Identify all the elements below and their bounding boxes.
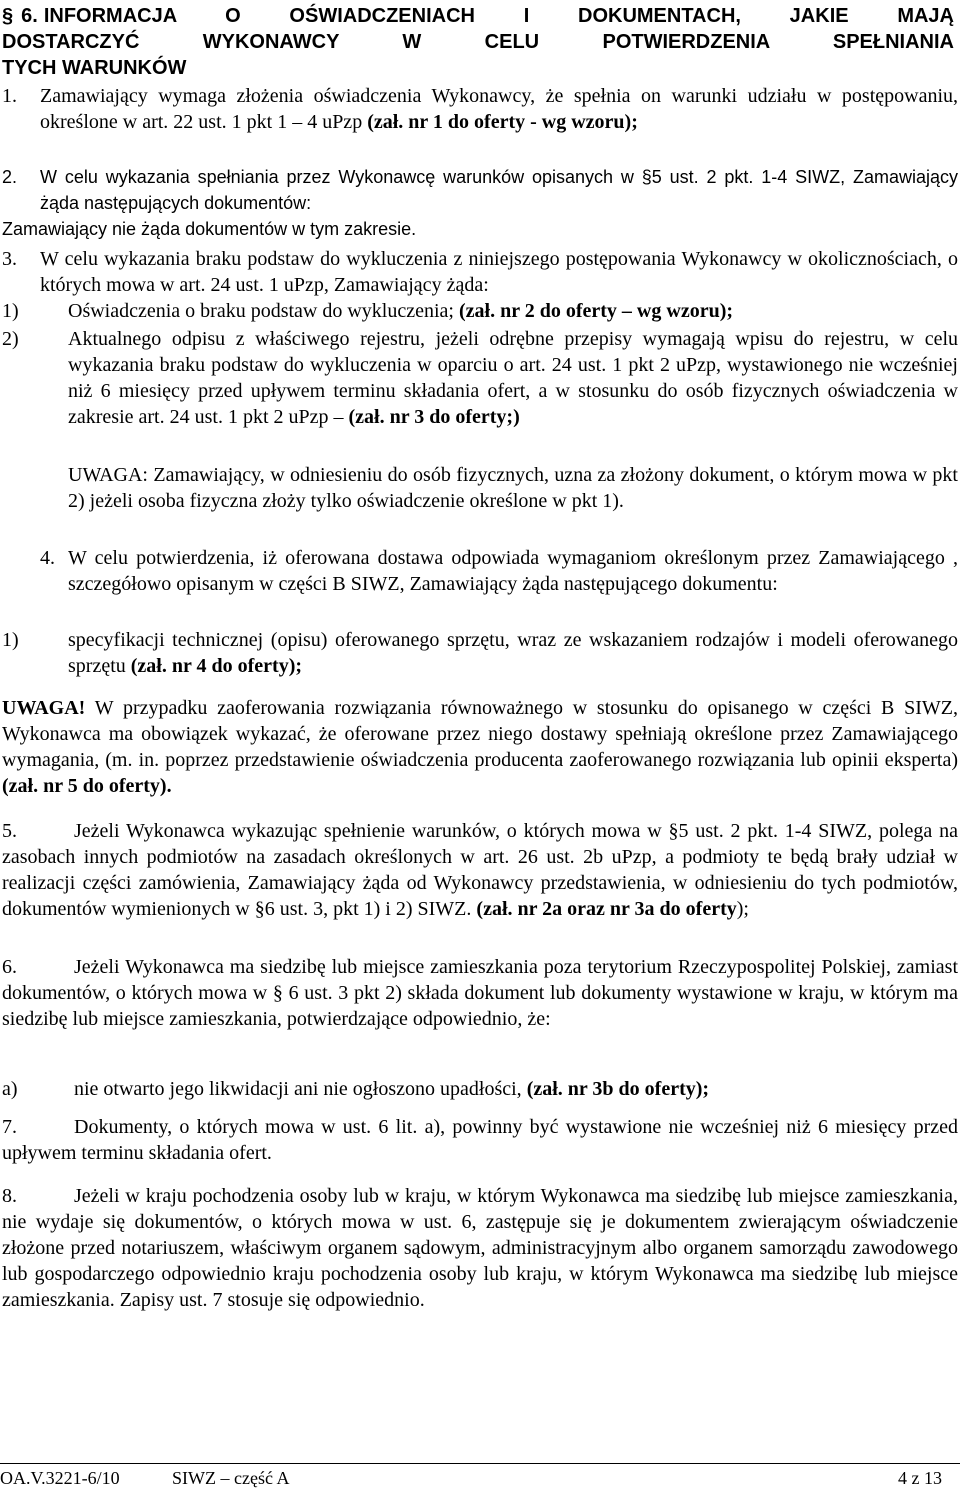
paragraph-5-number: 5. xyxy=(2,820,17,842)
paragraph-6-number: 6. xyxy=(2,956,17,978)
paragraph-6 xyxy=(2,954,958,1032)
paragraph-5-attachment: (zał. nr 2a oraz nr 3a do oferty xyxy=(476,898,737,920)
section-number: 6. xyxy=(21,5,38,27)
paragraph-2-number: 2. xyxy=(2,167,18,187)
paragraph-3 xyxy=(2,246,958,298)
warning-text: W przypadku zaoferowania rozwiązania równoważnego w stosunku do opisanego w części B SIWZ, Wykonawca ma obowiązek wykazać, że oferowane przez niego dostawy spełniają określone przez Zamawiającego wymagania, (m. in. poprzez przedstawienie oświadczenia producenta zaoferowanego rozwiązania lub opinii eksperta) xyxy=(2,697,958,771)
paragraph-3-item-1-number: 1) xyxy=(2,300,19,322)
paragraph-4-item-1 xyxy=(2,627,958,679)
section-heading xyxy=(2,3,954,81)
footer-reference: OA.V.3221-6/10 xyxy=(0,1468,120,1488)
paragraph-3-item-2 xyxy=(2,326,958,430)
paragraph-7-text: Dokumenty, o których mowa w ust. 6 lit. a), powinny być wystawione nie wcześniej niż 6 miesięcy przed upływem terminu składania ofert. xyxy=(2,1116,958,1164)
paragraph-2-line-2: Zamawiający nie żąda dokumentów w tym zakresie. xyxy=(2,219,417,239)
paragraph-8 xyxy=(2,1183,958,1313)
paragraph-5 xyxy=(2,818,958,922)
paragraph-4-number: 4. xyxy=(40,547,55,569)
paragraph-3-text: W celu wykazania braku podstaw do wykluczenia z niniejszego postępowania Wykonawcy w okolicznościach, o których mowa w art. 24 ust. 1 uPzp, Zamawiający żąda: xyxy=(40,248,958,296)
paragraph-1-attachment: (zał. nr 1 do oferty - wg wzoru); xyxy=(367,111,638,133)
footer-document: SIWZ – część A xyxy=(172,1468,290,1488)
heading-line-2: DOSTARCZYĆ WYKONAWCY W CELU POTWIERDZENIA SPEŁNIANIA xyxy=(2,31,954,53)
paragraph-3-item-1 xyxy=(2,298,958,324)
paragraph-8-text: Jeżeli w kraju pochodzenia osoby lub w kraju, w którym Wykonawca ma siedzibę lub miejsce zamieszkania, nie wydaje się dokumentów, o których mowa w ust. 6, zastępuje się je dokumentem zwierającym oświadczenie złożone przed notariuszem, właściwym organem sądowym, administracyjnym albo organem samorządu zawodowego lub gospodarczego odpowiednio kraju pochodzenia osoby lub kraju, w którym Wykonawca ma siedzibę lub miejsce zamieszkania. Zapisy ust. 7 stosuje się odpowiednio. xyxy=(2,1185,958,1311)
paragraph-1-number: 1. xyxy=(2,85,17,107)
paragraph-5-text: Jeżeli Wykonawca wykazując spełnienie warunków, o których mowa w §5 ust. 2 pkt. 1-4 SIWZ, polega na zasobach innych podmiotów na zasadach określonych w art. 26 ust. 2b uPzp, a podmioty te będą brały udział w realizacji części zamówienia, Zamawiający żąda od Wykonawcy przedstawienia, w odniesieniu do tych podmiotów, dokumentów wymienionych w §6 ust. 3, pkt 1) i 2) SIWZ. xyxy=(2,820,958,920)
paragraph-3-item-2-number: 2) xyxy=(2,328,19,350)
paragraph-6-item-a-letter: a) xyxy=(2,1078,18,1100)
warning-label: UWAGA! xyxy=(2,697,86,719)
paragraph-4 xyxy=(2,545,958,597)
section-symbol: § xyxy=(2,5,14,27)
paragraph-4-item-1-attachment: (zał. nr 4 do oferty); xyxy=(130,655,303,677)
paragraph-6-text: Jeżeli Wykonawca ma siedzibę lub miejsce zamieszkania poza terytorium Rzeczypospolitej Polskiej, zamiast dokumentów, o których mowa w § 6 ust. 3 pkt 2) składa dokument lub dokumenty wystawione w kraju, w którym ma siedzibę lub miejsce zamieszkania, potwierdzające odpowiednio, że: xyxy=(2,956,958,1030)
paragraph-2 xyxy=(2,164,958,242)
heading-line-1: INFORMACJA O OŚWIADCZENIACH I DOKUMENTACH, JAKIE MAJĄ xyxy=(43,5,954,27)
paragraph-3-number: 3. xyxy=(2,248,17,270)
paragraph-4-item-1-number: 1) xyxy=(2,629,19,651)
paragraph-3-item-1-attachment: (zał. nr 2 do oferty – wg wzoru); xyxy=(459,300,734,322)
footer-page-number: 4 z 13 xyxy=(898,1468,942,1488)
paragraph-5-tail: ); xyxy=(736,898,749,920)
paragraph-8-number: 8. xyxy=(2,1185,17,1207)
paragraph-6-item-a xyxy=(2,1076,958,1102)
paragraph-3-note: UWAGA: Zamawiający, w odniesieniu do osób fizycznych, uzna za złożony dokument, o którym mowa w pkt 2) jeżeli osoba fizyczna złoży tylko oświadczenie określone w pkt 1). xyxy=(68,464,958,512)
paragraph-4-text: W celu potwierdzenia, iż oferowana dostawa odpowiada wymaganiom określonym przez Zamawiającego , szczegółowo opisanym w części B SIWZ, Zamawiający żąda następującego dokumentu: xyxy=(68,547,958,595)
paragraph-3-item-1-text: Oświadczenia o braku podstaw do wykluczenia; xyxy=(68,300,459,322)
page-footer xyxy=(0,1463,960,1488)
paragraph-7-number: 7. xyxy=(2,1116,17,1138)
warning-attachment: (zał. nr 5 do oferty). xyxy=(2,775,172,797)
paragraph-1 xyxy=(2,83,958,135)
paragraph-1-text: Zamawiający wymaga złożenia oświadczenia Wykonawcy, że spełnia on warunki udziału w postępowaniu, określone w art. 22 ust. 1 pkt 1 – 4 uPzp xyxy=(40,85,958,133)
paragraph-3-item-2-text: Aktualnego odpisu z właściwego rejestru, jeżeli odrębne przepisy wymagają wpisu do rejestru, w celu wykazania braku podstaw do wykluczenia w oparciu o art. 24 ust. 1 pkt 2 uPzp, wystawionego nie wcześniej niż 6 miesięcy przed upływem terminu składania ofert, a w stosunku do osób fizycznych oświadczenia w zakresie art. 24 ust. 1 pkt 2 uPzp – xyxy=(68,328,958,428)
paragraph-4-item-1-text: specyfikacji technicznej (opisu) oferowanego sprzętu, wraz ze wskazaniem rodzajów i modeli oferowanego sprzętu xyxy=(68,629,958,677)
heading-line-3: TYCH WARUNKÓW xyxy=(2,57,187,79)
paragraph-3-item-2-attachment: (zał. nr 3 do oferty;) xyxy=(348,406,520,428)
paragraph-6-item-a-attachment: (zał. nr 3b do oferty); xyxy=(526,1078,710,1100)
warning-paragraph xyxy=(2,695,958,799)
paragraph-6-item-a-text: nie otwarto jego likwidacji ani nie ogłoszono upadłości, xyxy=(74,1078,527,1100)
paragraph-7 xyxy=(2,1114,958,1166)
paragraph-2-text: W celu wykazania spełniania przez Wykonawcę warunków opisanych w §5 ust. 2 pkt. 1-4 SIWZ, Zamawiający żąda następujących dokumentów: xyxy=(40,167,958,213)
